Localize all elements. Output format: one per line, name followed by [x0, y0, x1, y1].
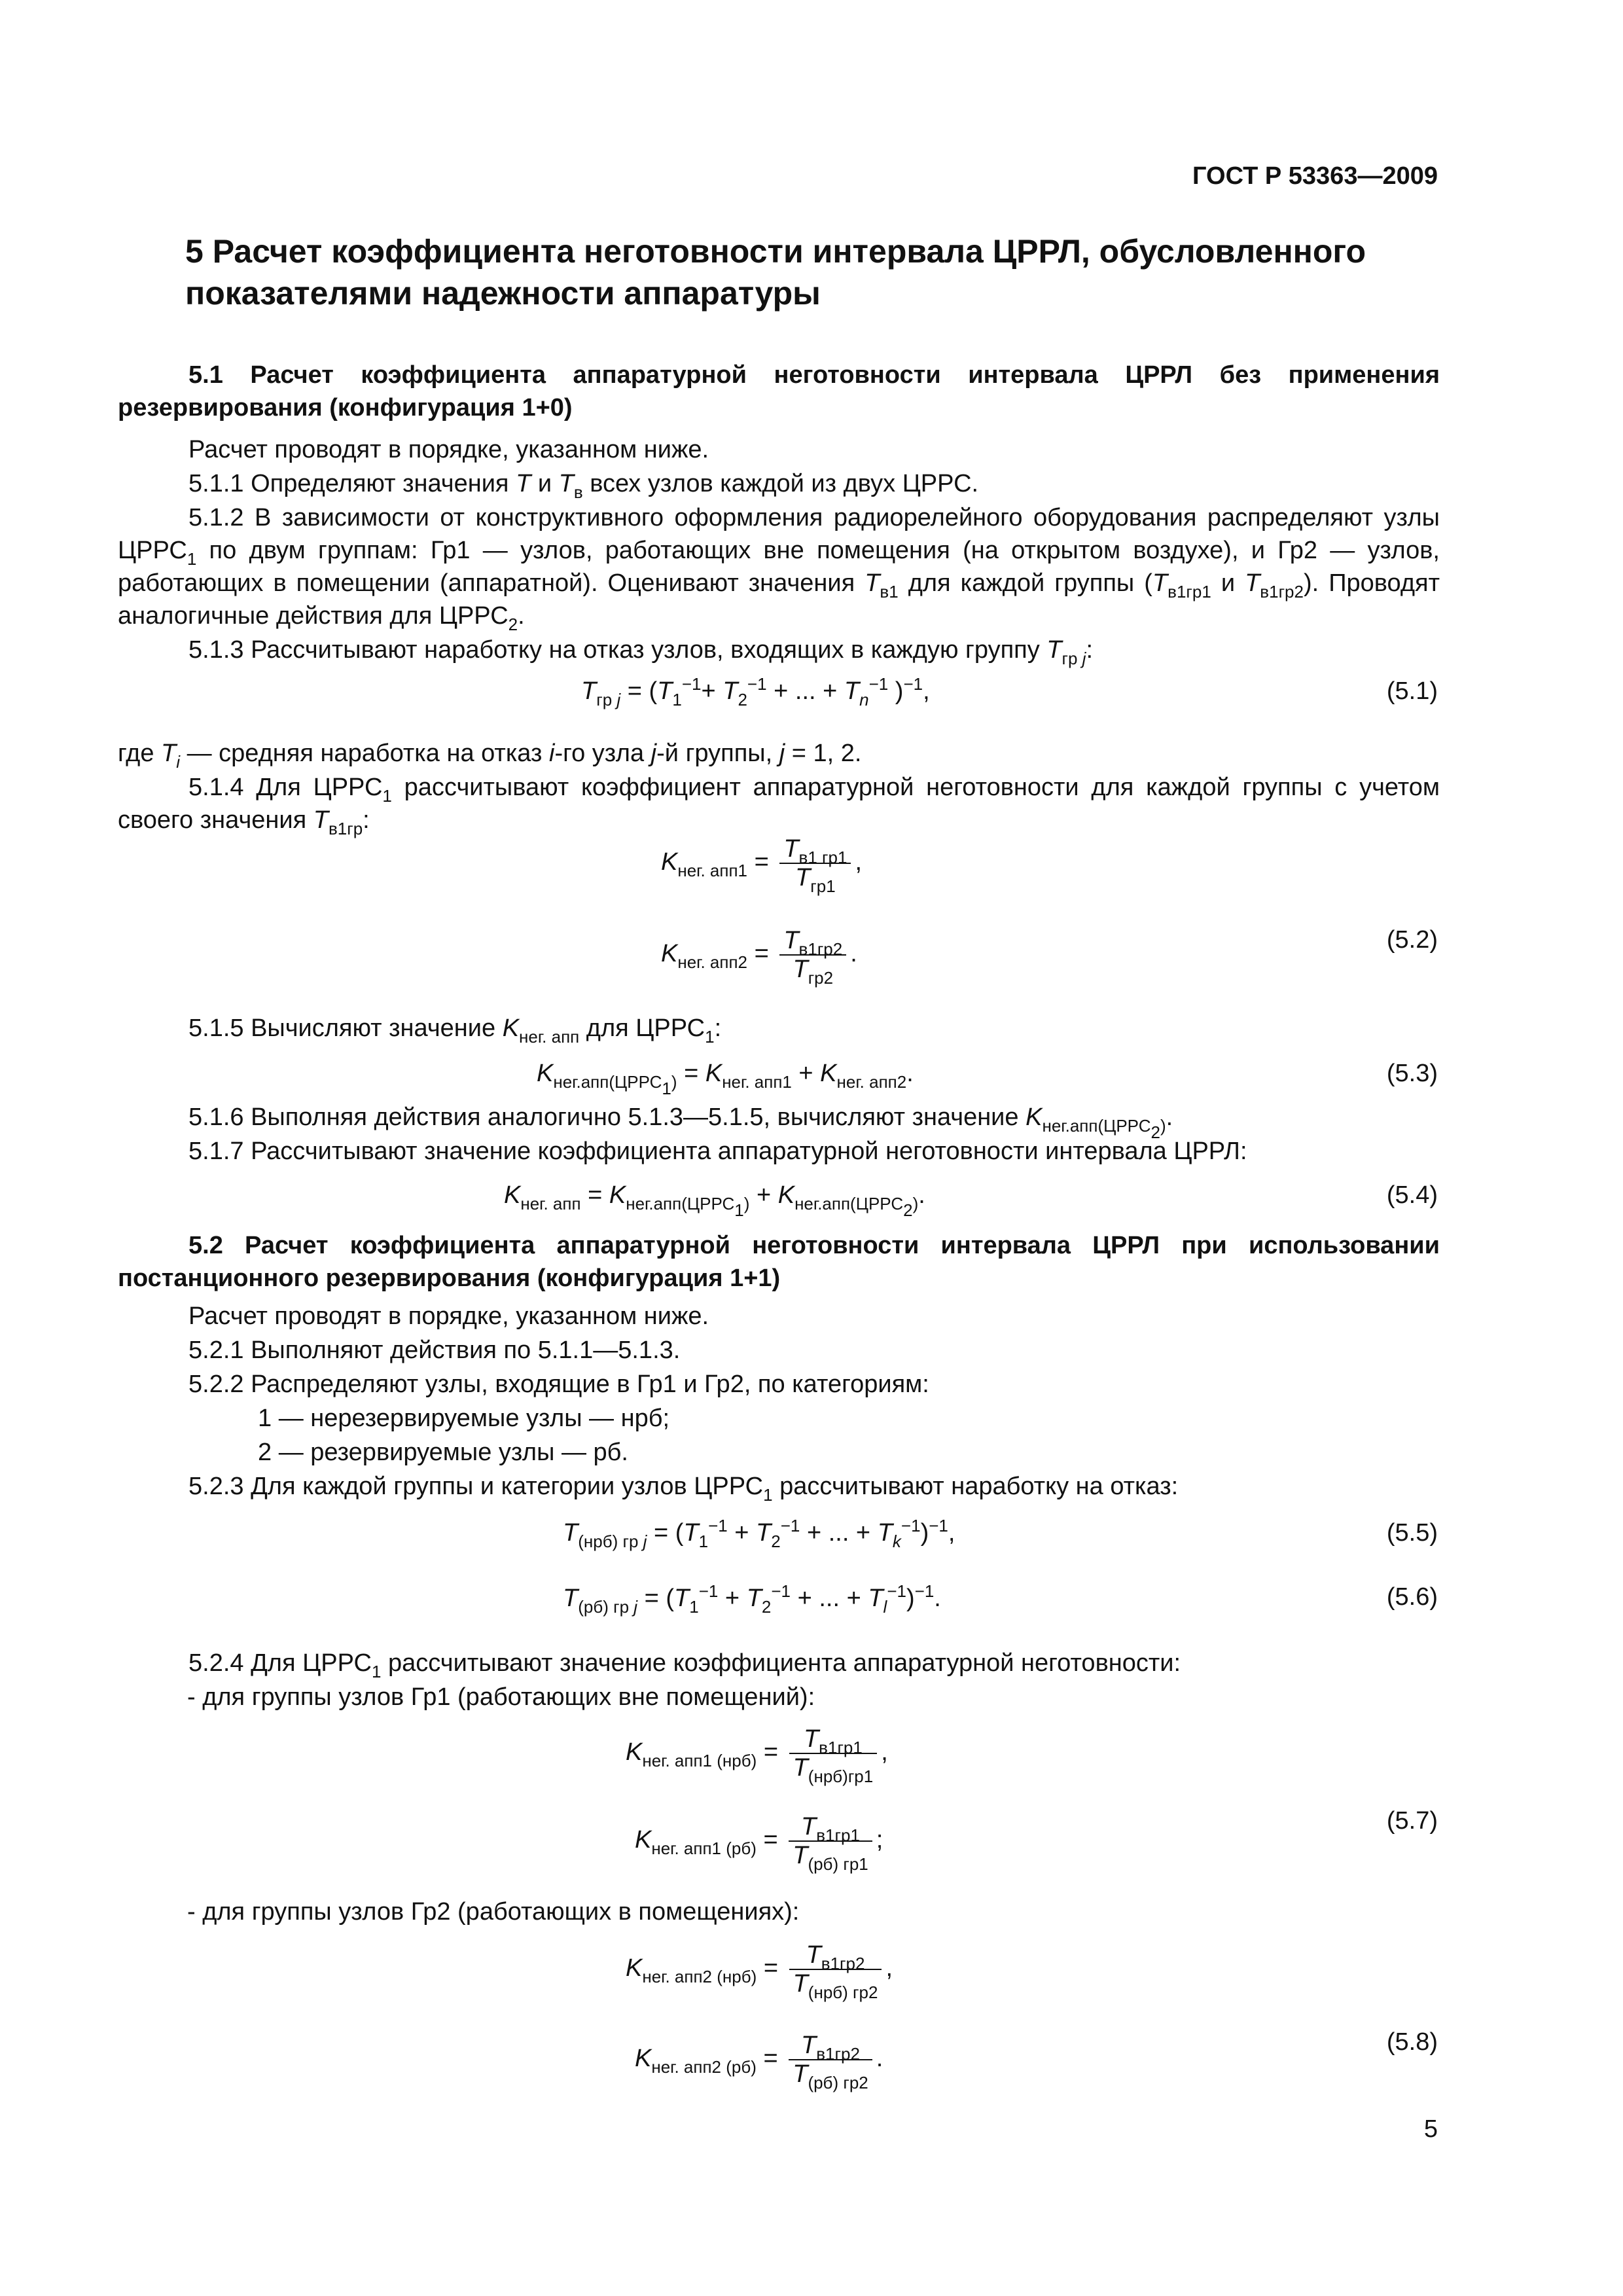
equation-number: (5.1) — [1386, 677, 1438, 705]
subsection-heading-5-1: 5.1 Расчет коэффициента аппаратурной неготовности интервала ЦРРЛ без применения резервирования (конфигурация 1+0) — [118, 361, 1440, 422]
group-item-gr2: - для группы узлов Гр2 (работающих в помещениях): — [187, 1898, 800, 1926]
category-item: 2 — резервируемые узлы — рб. — [258, 1439, 628, 1466]
equation-number: (5.5) — [1386, 1519, 1438, 1547]
equation-number: (5.6) — [1386, 1583, 1438, 1611]
paragraph-5-1-3: 5.1.3 Рассчитывают наработку на отказ узлов, входящих в каждую группу $T_{гр j}$: — [188, 636, 1094, 668]
formula-5-8a: $K_{нег. апп2 (нрб)}$ = $\frac{T_{в1гр2}}{T_{(нрб) гр2}}$ , — [626, 1941, 893, 2002]
group-item-gr1: - для группы узлов Гр1 (работающих вне помещений): — [187, 1683, 815, 1711]
formula-5-5: $T_{(нрб) гр j} = (T_1^{-1} + T_2^{-1}$ + ... + $T_k^{-1})^{-1}$, — [563, 1516, 955, 1551]
paragraph-5-1-6: 5.1.6 Выполняя действия аналогично 5.1.3—5.1.5, вычисляют значение $K_{нег.апп(ЦРРС_2)}$. — [188, 1103, 1173, 1142]
paragraph-5-1-4: 5.1.4 Для $ЦРРС_1$ рассчитывают коэффициент аппаратурной неготовности для каждой группы с учетом своего значения $T_{в1гр}$: — [118, 774, 1440, 838]
formula-5-2a: $K_{нег. апп1}$ = $\frac{T_{в1 гр1}}{T_{гр1}}$ , — [661, 835, 863, 896]
paragraph-intro-5-1: Расчет проводят в порядке, указанном ниже. — [188, 436, 709, 463]
paragraph-5-2-4: 5.2.4 Для $ЦРРС_1$ рассчитывают значение коэффициента аппаратурной неготовности: — [188, 1649, 1181, 1681]
category-item: 1 — нерезервируемые узлы — нрб; — [258, 1405, 670, 1432]
equation-number: (5.7) — [1386, 1807, 1438, 1835]
paragraph-5-1-1: 5.1.1 Определяют значения T и $T_в$ всех узлов каждой из двух ЦРРС. — [188, 470, 979, 502]
formula-5-3: $K_{нег.апп(ЦРРС_1)} = K_{нег. апп1} + K_{нег. апп2}$. — [537, 1060, 914, 1098]
page-number: 5 — [1423, 2115, 1438, 2143]
formula-5-7b: $K_{нег. апп1 (рб)}$ = $\frac{T_{в1гр1}}{T_{(рб) гр1}}$ ; — [635, 1813, 883, 1874]
subsection-heading-5-2: 5.2 Расчет коэффициента аппаратурной неготовности интервала ЦРРЛ при использовании постанционного резервирования (конфигурация 1+1) — [118, 1232, 1440, 1292]
paragraph-where-5-1: где $T_i$ — средняя наработка на отказ i-го узла j-й группы, j = 1, 2. — [118, 740, 862, 772]
formula-5-6: $T_{(рб) гр j} = (T_1^{-1} + T_2^{-1}$ + ... + $T_l^{-1})^{-1}$. — [563, 1581, 941, 1617]
document-id: ГОСТ Р 53363—2009 — [1192, 162, 1438, 190]
formula-5-2b: $K_{нег. апп2}$ = $\frac{T_{в1гр2}}{T_{гр2}}$ . — [661, 927, 857, 988]
paragraph-5-2-3: 5.2.3 Для каждой группы и категории узлов $ЦРРС_1$ рассчитывают наработку на отказ: — [188, 1473, 1179, 1505]
equation-number: (5.4) — [1386, 1181, 1438, 1209]
equation-number: (5.3) — [1386, 1060, 1438, 1087]
paragraph-5-2-1: 5.2.1 Выполняют действия по 5.1.1—5.1.3. — [188, 1336, 681, 1364]
paragraph-5-1-2: 5.1.2 В зависимости от конструктивного оформления радиорелейного оборудования распределяют узлы $ЦРРС_1$ по двум группам: Гр1 — узлов, работающих вне помещения (на открытом воздухе), и Гр2 — узлов, работающих в помещении (аппаратной). Оценивают значения $T_{в1}$ для каждой группы ($T_{в1гр1}$ и $T_{в1гр2}$). Проводят аналогичные действия для $ЦРРС_2$. — [118, 504, 1440, 634]
formula-5-7a: $K_{нег. апп1 (нрб)}$ = $\frac{T_{в1гр1}}{T_{(нрб)гр1}}$ , — [626, 1725, 888, 1786]
paragraph-5-1-5: 5.1.5 Вычисляют значение $K_{нег. апп}$ для $ЦРРС_1$: — [188, 1014, 722, 1047]
formula-5-4: $K_{нег. апп} = K_{нег.апп(ЦРРС_1)} + K_{нег.апп(ЦРРС_2)}$. — [504, 1181, 925, 1220]
equation-number: (5.2) — [1386, 926, 1438, 954]
paragraph-5-2-2: 5.2.2 Распределяют узлы, входящие в Гр1 и Гр2, по категориям: — [188, 1371, 929, 1398]
paragraph-intro-5-2: Расчет проводят в порядке, указанном ниже. — [188, 1302, 709, 1330]
equation-number: (5.8) — [1386, 2028, 1438, 2056]
paragraph-5-1-7: 5.1.7 Рассчитывают значение коэффициента аппаратурной неготовности интервала ЦРРЛ: — [188, 1138, 1247, 1165]
formula-5-1: $T_{гр j} = (T_1^{-1}+ T_2^{-1}$ + ... + $T_n^{-1}$ )$^{-1}$, — [581, 674, 930, 709]
formula-5-8b: $K_{нег. апп2 (рб)}$ = $\frac{T_{в1гр2}}{T_{(рб) гр2}}$ . — [635, 2032, 883, 2092]
section-title: 5 Расчет коэффициента неготовности интервала ЦРРЛ, обусловленного показателями надежности аппаратуры — [185, 233, 1366, 312]
